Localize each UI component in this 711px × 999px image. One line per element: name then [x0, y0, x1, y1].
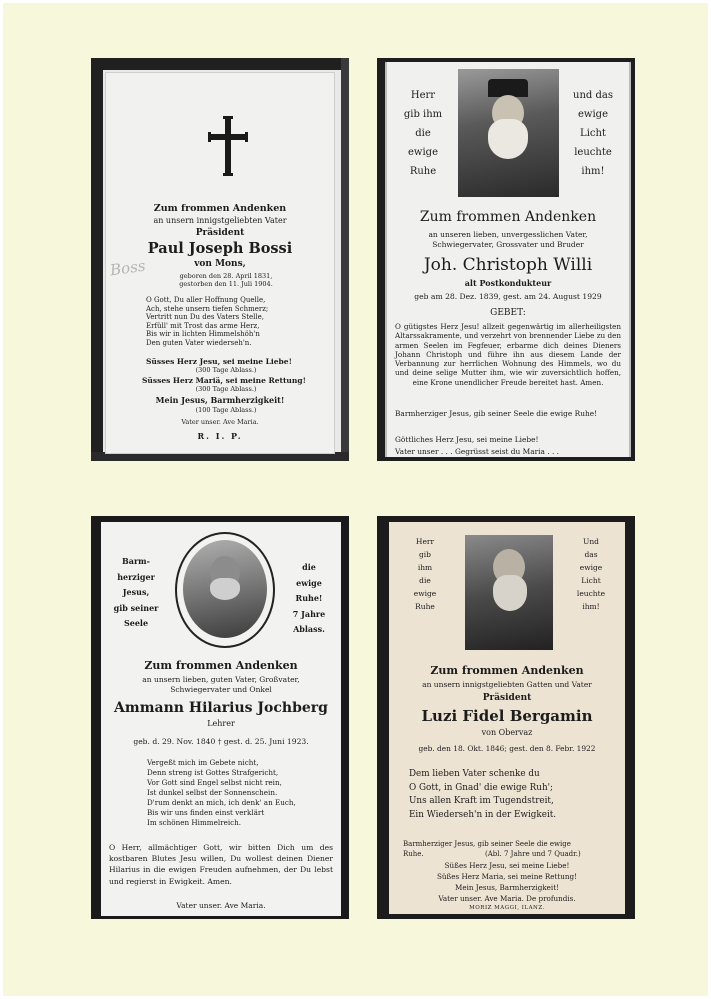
- verse-line: O Gott, Du aller Hoffnung Quelle,: [146, 296, 266, 304]
- death-date: gestorben den 11. Juli 1904.: [179, 280, 273, 288]
- verse-line: Vor Gott sind Engel selbst nicht rein,: [147, 778, 282, 787]
- deceased-name: Joh. Christoph Willi: [423, 255, 593, 275]
- verse-line: Ist dunkel selbst der Sonnenschein.: [147, 788, 278, 797]
- line-1: Barmherziger Jesus, gib seiner Seele die ewige Ruhe!: [395, 409, 598, 418]
- verse-line: Ein Wiederseh'n in der Ewigkeit.: [409, 809, 557, 820]
- indulgence-note: (300 Tage Ablass.): [195, 385, 257, 393]
- dedication: an unseren lieben, unvergesslichen Vater,: [428, 230, 588, 239]
- dedication-2: Schwiegervater und Onkel: [170, 685, 272, 694]
- origin: von Obervaz: [481, 728, 533, 737]
- rank: Präsident: [482, 693, 532, 703]
- verse-line: Dem lieben Vater schenke du: [409, 769, 540, 779]
- verse-line: Im schönen Himmelreich.: [147, 818, 242, 827]
- dedication-2: Schwiegervater, Grossvater und Bruder: [432, 240, 584, 249]
- line-1: Barmherziger Jesus, gib seiner Seele die ewige: [403, 840, 571, 848]
- right-words: die ewige Ruhe! 7 Jahre Ablass.: [292, 562, 326, 634]
- rank: Präsident: [195, 228, 245, 238]
- memorial-card-bergamin: [377, 516, 635, 919]
- line-1b-left: Ruhe.: [403, 850, 424, 858]
- dates: geb am 28. Dez. 1839, gest. am 24. August 1929: [414, 292, 602, 301]
- verse-line: D'rum denkt an mich, ich denk' an Euch,: [147, 798, 296, 807]
- prayer-3: Mein Jesus, Barmherzigkeit!: [155, 395, 285, 405]
- card-title: Zum frommen Andenken: [144, 659, 298, 672]
- cross-icon: [208, 116, 248, 176]
- printer: MORIZ MAGGI, ILANZ.: [469, 905, 545, 911]
- verse-line: Erfüll' mit Trost das arme Herz,: [146, 321, 260, 330]
- portrait-photo: [183, 540, 267, 638]
- verse-line: Vergeßt mich im Gebete nicht,: [147, 758, 259, 767]
- birth-date: geboren den 28. April 1831,: [179, 272, 273, 280]
- left-words: Herr gib ihm die ewige Ruhe: [413, 537, 437, 611]
- left-words: Herr gib ihm die ewige Ruhe: [403, 90, 443, 177]
- prayer-1: Süsses Herz Jesu, sei meine Liebe!: [146, 357, 292, 366]
- indulgence-note: (100 Tage Ablass.): [195, 406, 257, 414]
- right-words: und das ewige Licht leuchte ihm!: [573, 90, 613, 177]
- memorial-card-willi: [377, 58, 635, 461]
- dedication: an unsern innigstgeliebten Gatten und Vater: [422, 680, 592, 689]
- prayer-text: O gütigstes Herz Jesu! allzeit gegenwärtig im allerheiligsten Altarssakramente, und verzehrt von brennender Liebe zu den armen Seelen im Fegfeuer, erbarme dich deines Dieners Johann Christoph und führe ihn aus diesem Lande der Verbannung zur herrlichen Wohnung des Himmels, wo du und deine selige Mutter ihm, wie wir zuversichtlich hoffen, eine Krone unendlicher Freude bereitet hast. Amen.: [395, 322, 621, 387]
- profession: alt Postkondukteur: [464, 278, 552, 288]
- verse-line: Ach, stehe unsern tiefen Schmerz;: [146, 304, 269, 313]
- prayer-text: O Herr, allmächtiger Gott, wir bitten Dich um des kostbaren Blutes Jesu willen, Du wollest deinen Diener Hilarius in die ewigen Freuden aufnehmen, der Du lebst und regierst in Ewigkeit. Amen.: [109, 843, 333, 886]
- dedication: an unsern lieben, guten Vater, Großvater,: [142, 675, 300, 684]
- deceased-name: Ammann Hilarius Jochberg: [114, 700, 328, 716]
- card-title: Zum frommen Andenken: [430, 664, 584, 677]
- indulgence-note: (300 Tage Ablass.): [195, 366, 257, 374]
- card-title: Zum frommen Andenken: [153, 203, 287, 214]
- verse: [146, 296, 331, 348]
- prayer-2: Süsses Herz Mariä, sei meine Rettung!: [142, 376, 306, 385]
- verse-line: Denn streng ist Gottes Strafgericht,: [147, 768, 279, 777]
- line-1b-right: (Abl. 7 Jahre und 7 Quadr.): [485, 850, 581, 858]
- verse: [409, 768, 619, 822]
- margin-signature: Boss: [108, 256, 147, 280]
- verse: [147, 758, 337, 828]
- rip: R. I. P.: [197, 431, 243, 441]
- line-3: Vater unser . . . Gegrüsst seist du Maria . . .: [395, 447, 560, 456]
- verse-line: Den guten Vater wiederseh'n.: [146, 338, 252, 347]
- line-4: Mein Jesus, Barmherzigkeit!: [454, 883, 560, 892]
- left-words: Barm- herziger Jesus, gib seiner Seele: [113, 556, 159, 628]
- profession: Lehrer: [207, 719, 235, 728]
- origin: von Mons,: [194, 259, 246, 269]
- line-3: Süßes Herz Maria, sei meine Rettung!: [436, 872, 578, 881]
- portrait-photo: [465, 535, 553, 650]
- verse-line: Vertritt nun Du des Vaters Stelle,: [146, 313, 264, 322]
- verse-line: Uns allen Kraft im Tugendstreit,: [409, 796, 554, 806]
- dates: geb. d. 29. Nov. 1840 † gest. d. 25. Juni 1923.: [133, 737, 309, 746]
- memorial-card-jochberg: [91, 516, 349, 919]
- dates: geb. den 18. Okt. 1846; gest. den 8. Febr. 1922: [418, 744, 596, 753]
- verse-line: Bis wir in lichten Himmelshöh'n: [146, 330, 260, 339]
- memorial-card-bossi: [91, 58, 349, 461]
- dedication: an unsern innigstgeliebten Vater: [153, 216, 287, 225]
- page-background: [3, 3, 708, 996]
- prayer-title: GEBET:: [490, 308, 526, 318]
- closing-prayer: Vater unser. Ave Maria.: [181, 418, 259, 426]
- deceased-name: Luzi Fidel Bergamin: [421, 707, 593, 725]
- closing-prayer: Vater unser. Ave Maria.: [176, 901, 266, 910]
- right-words: Und das ewige Licht leuchte ihm!: [576, 537, 606, 611]
- verse-line: O Gott, in Gnad' die ewige Ruh';: [409, 782, 554, 793]
- portrait-photo: [458, 69, 559, 197]
- card-title: Zum frommen Andenken: [419, 209, 597, 225]
- line-2: Süßes Herz Jesu, sei meine Liebe!: [444, 861, 570, 870]
- deceased-name: Paul Joseph Bossi: [147, 240, 293, 257]
- line-5: Vater unser. Ave Maria. De profundis.: [438, 894, 576, 903]
- line-2: Göttliches Herz Jesu, sei meine Liebe!: [395, 435, 539, 444]
- verse-line: Bis wir uns finden einst verklärt: [147, 808, 265, 817]
